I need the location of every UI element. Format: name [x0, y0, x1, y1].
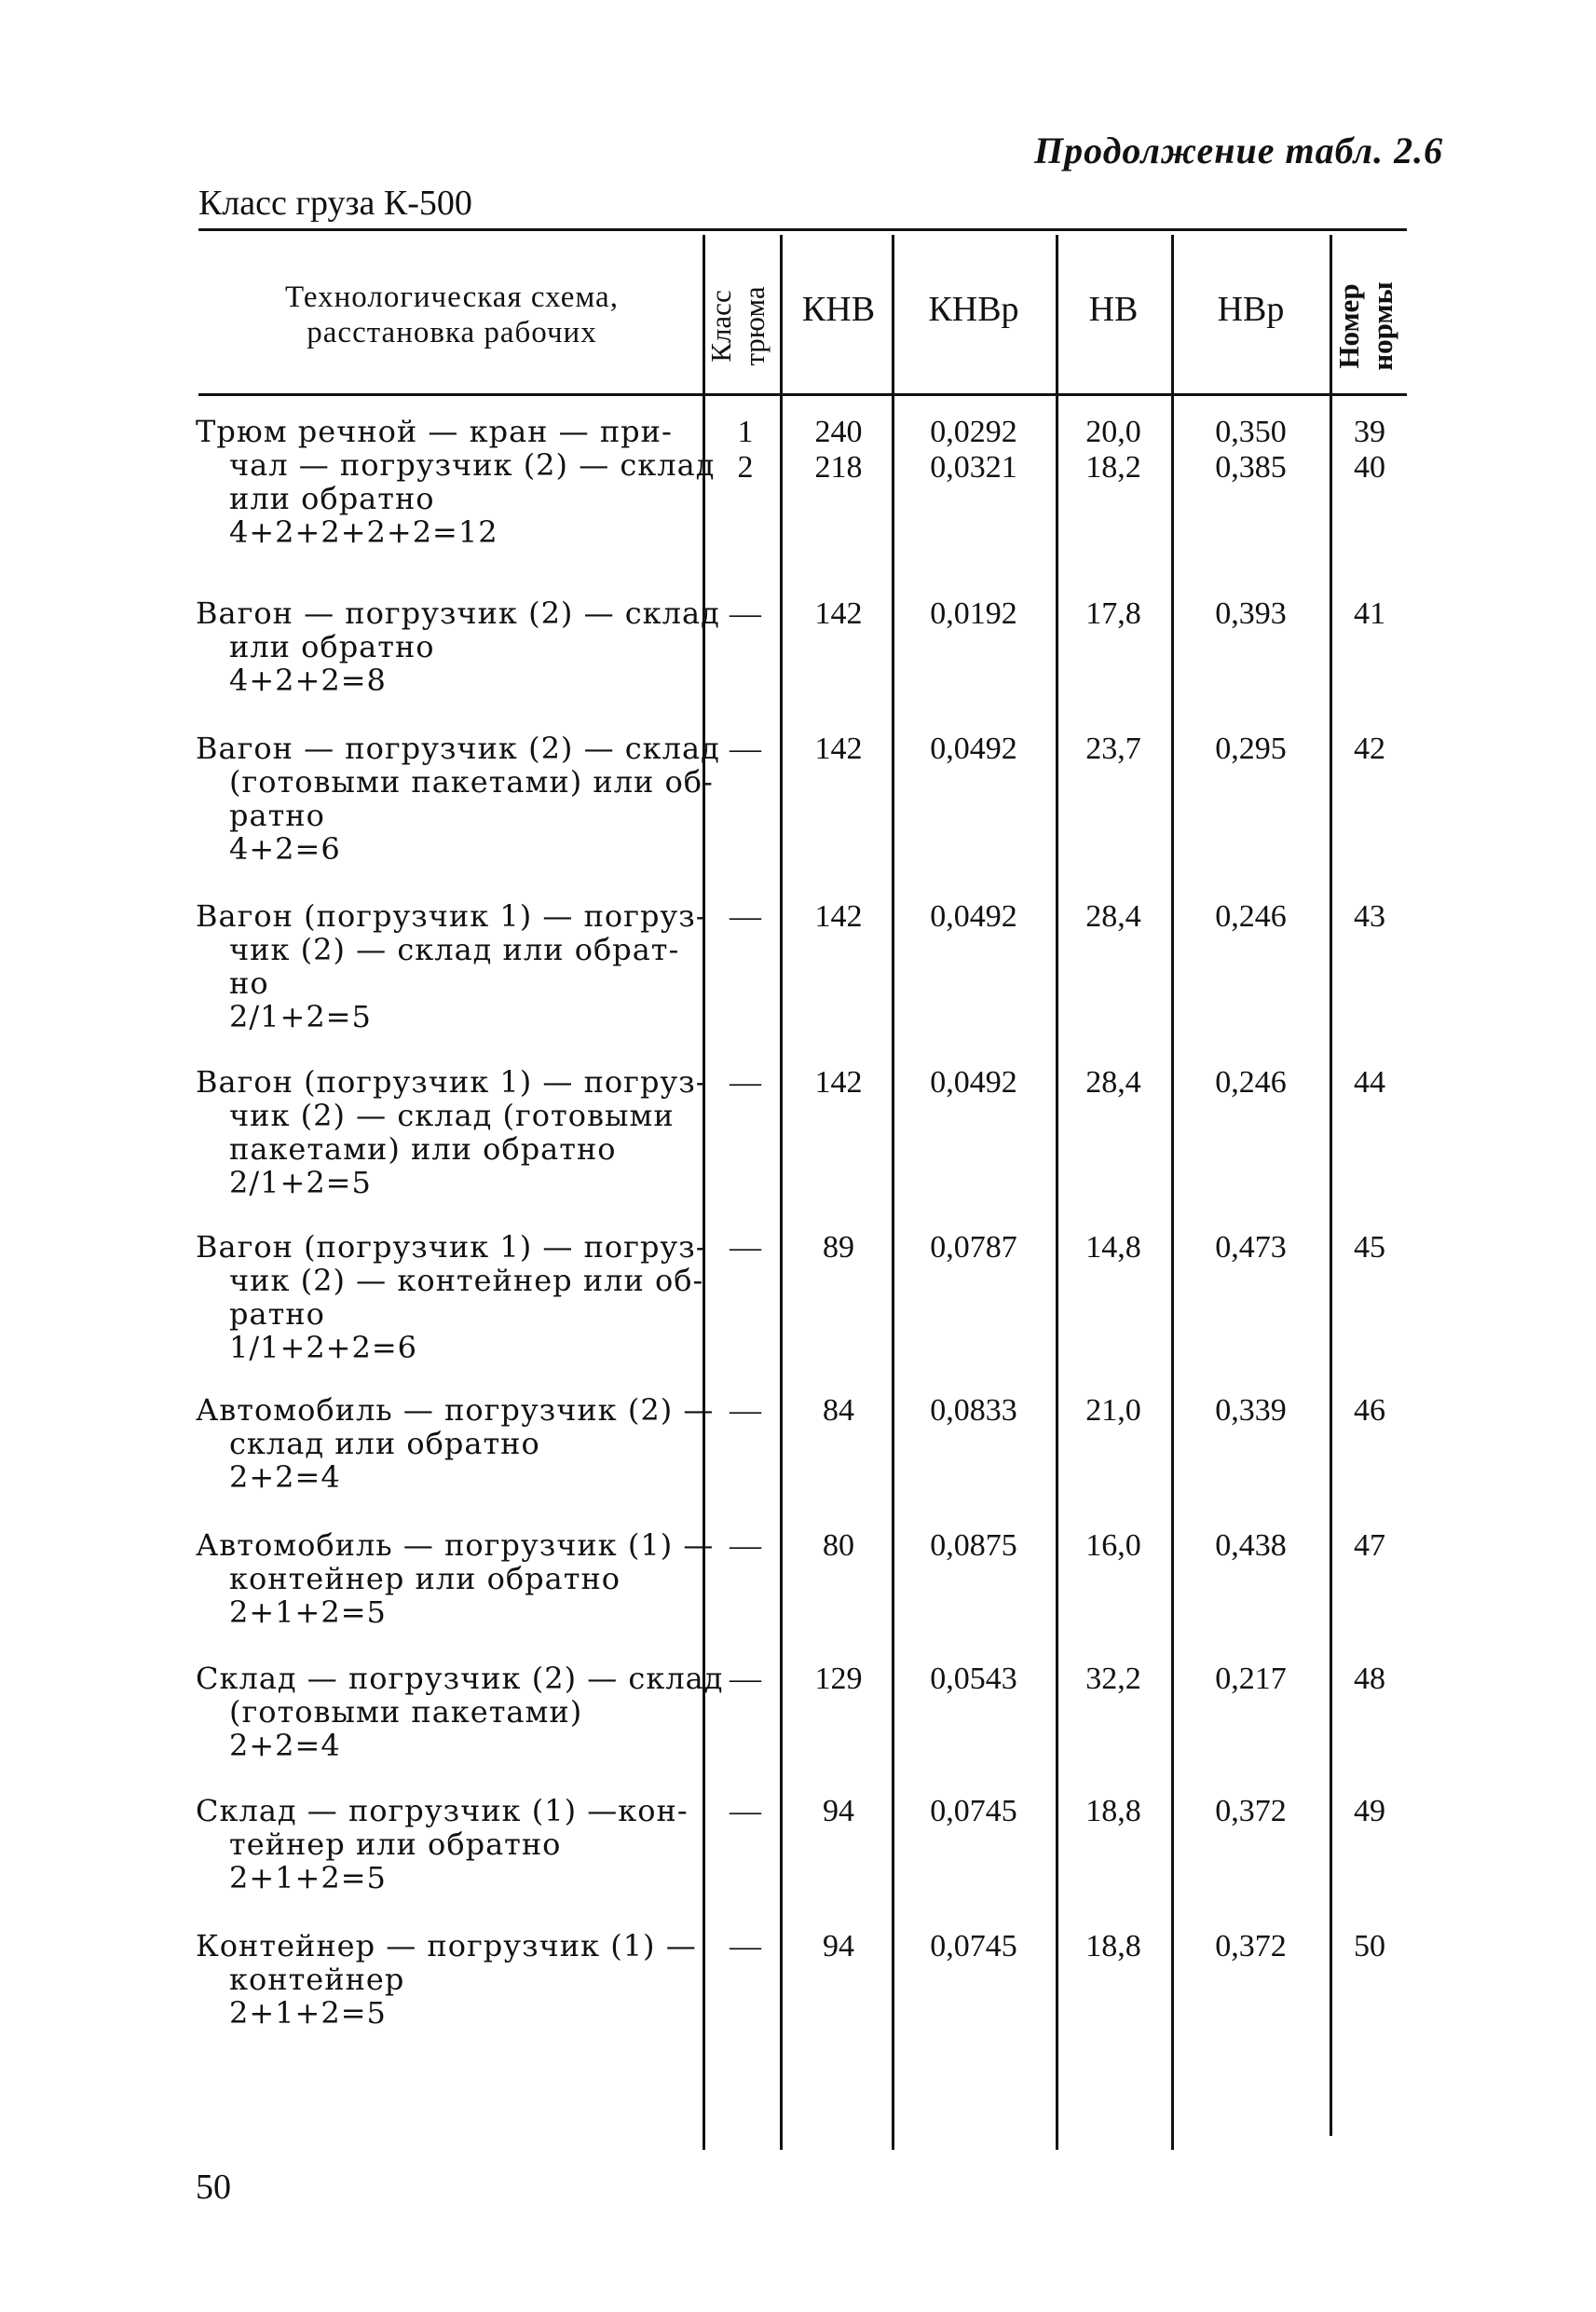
- scheme-description: [196, 1064, 707, 1200]
- nv-r-cell: [1174, 1065, 1328, 1101]
- scheme-line: (готовыми пакетами): [229, 1694, 583, 1730]
- nv-r-cell-value: 0,295: [1215, 732, 1287, 766]
- knv-r-cell: [894, 1393, 1053, 1429]
- knv-cell: [787, 1929, 890, 1964]
- hold-class-cell-value: —: [730, 1528, 761, 1563]
- hold-class-cell-value: —: [730, 1794, 761, 1828]
- knv-r-cell-value: 0,0875: [930, 1528, 1017, 1563]
- knv-cell: [787, 1230, 890, 1265]
- nv-cell-value: 28,4: [1085, 899, 1141, 934]
- knv-cell-value: 94: [823, 1794, 854, 1828]
- scheme-line: Вагон — погрузчик (2) — склад: [196, 731, 720, 766]
- norm-number-cell: [1332, 1794, 1407, 1829]
- knv-r-cell: [894, 1230, 1053, 1265]
- nv-r-cell-value: 0,438: [1215, 1528, 1287, 1563]
- hold-class-cell: [708, 415, 783, 486]
- nv-r-cell: [1174, 1528, 1328, 1564]
- scheme-line: чик (2) — склад или обрат-: [229, 932, 680, 967]
- column-header-hold-line1: Класс: [704, 290, 737, 363]
- scheme-description: [196, 1527, 715, 1630]
- hold-class-cell-value: —: [730, 1662, 761, 1696]
- hold-class-cell-value: 1: [737, 415, 754, 449]
- worker-formula: 2/1+2=5: [229, 1165, 372, 1200]
- scheme-line: контейнер: [229, 1962, 405, 1997]
- hold-class-cell: [708, 1929, 783, 1964]
- scheme-description: [196, 1661, 724, 1763]
- hold-class-cell-value: —: [730, 899, 761, 934]
- knv-cell-value: 240: [814, 415, 863, 449]
- hold-class-cell: [708, 1528, 783, 1564]
- worker-formula: 2+1+2=5: [229, 1995, 387, 2031]
- scheme-description: [196, 1392, 715, 1495]
- knv-cell: [787, 415, 890, 486]
- column-header-knv: КНВ: [801, 290, 876, 329]
- norm-number-cell: [1332, 1929, 1407, 1964]
- scheme-line: Вагон (погрузчик 1) — погруз-: [196, 898, 707, 934]
- worker-formula: 4+2+2+2+2=12: [229, 514, 498, 550]
- nv-cell-value: 17,8: [1085, 596, 1141, 631]
- knv-cell-value: 80: [823, 1528, 854, 1563]
- hold-class-cell-value: —: [730, 1065, 761, 1100]
- nv-cell: [1057, 732, 1169, 767]
- scheme-line: (готовыми пакетами) или об-: [229, 764, 714, 800]
- scheme-line: чал — погрузчик (2) — склад: [229, 447, 716, 483]
- column-divider-hold: [780, 235, 783, 2150]
- norm-number-cell-value: 42: [1354, 732, 1385, 766]
- norm-number-cell: [1332, 1528, 1407, 1564]
- worker-formula: 4+2=6: [229, 831, 341, 867]
- norm-number-cell-value: 44: [1354, 1065, 1385, 1100]
- hold-class-cell: [708, 732, 783, 767]
- knv-cell-value: 142: [814, 596, 863, 631]
- scheme-line: или обратно: [229, 481, 435, 516]
- scheme-description: [196, 414, 716, 550]
- knv-cell-value: 142: [814, 899, 863, 934]
- column-divider-knvr: [1056, 235, 1058, 2150]
- norm-number-cell-value: 50: [1354, 1929, 1385, 1963]
- hold-class-cell: [708, 1230, 783, 1265]
- norm-number-cell: [1332, 1065, 1407, 1101]
- nv-r-cell: [1174, 596, 1328, 632]
- scheme-line: Автомобиль — погрузчик (1) —: [196, 1527, 715, 1563]
- norm-number-cell-value: 47: [1354, 1528, 1385, 1563]
- nv-r-cell: [1174, 732, 1328, 767]
- nv-r-cell-value: 0,339: [1215, 1393, 1287, 1428]
- knv-r-cell: [894, 732, 1053, 767]
- scheme-line: Склад — погрузчик (2) — склад: [196, 1661, 724, 1696]
- hold-class-cell: [708, 899, 783, 935]
- scheme-line: Вагон — погрузчик (2) — склад: [196, 595, 720, 631]
- nv-cell: [1057, 596, 1169, 632]
- norm-number-cell-value: 41: [1354, 596, 1385, 631]
- nv-r-cell-value: 0,246: [1215, 1065, 1287, 1100]
- scheme-line: Вагон (погрузчик 1) — погруз-: [196, 1229, 707, 1265]
- column-header-norm-line1: Номер: [1332, 283, 1365, 369]
- worker-formula: 2/1+2=5: [229, 999, 372, 1034]
- column-divider-scheme: [703, 235, 705, 2150]
- hold-class-cell: [708, 596, 783, 632]
- nv-r-cell: [1174, 1230, 1328, 1265]
- scheme-description: [196, 1794, 699, 1895]
- hold-class-cell-value: —: [730, 596, 761, 631]
- hold-class-cell-value: —: [730, 732, 761, 766]
- scheme-line: склад или обратно: [229, 1426, 540, 1461]
- knv-r-cell: [894, 1929, 1053, 1964]
- scheme-line: но: [229, 965, 269, 1001]
- hold-class-cell: [708, 1662, 783, 1697]
- knv-r-cell: [894, 1065, 1053, 1101]
- scheme-line: чик (2) — склад (готовыми: [229, 1098, 675, 1133]
- knv-cell-value: 142: [814, 1065, 863, 1100]
- knv-cell-value: 94: [823, 1929, 854, 1963]
- norm-number-cell-value: 40: [1354, 450, 1385, 485]
- knv-cell: [787, 1065, 890, 1101]
- norm-number-cell-value: 49: [1354, 1794, 1385, 1828]
- knv-cell-value: 218: [814, 450, 863, 485]
- cargo-class-label: Класс груза К-500: [198, 184, 472, 223]
- knv-cell: [787, 1794, 890, 1829]
- knv-cell: [787, 899, 890, 935]
- nv-r-cell-value: 0,473: [1215, 1230, 1287, 1265]
- knv-r-cell-value: 0,0745: [930, 1794, 1017, 1828]
- worker-formula: 1/1+2+2=6: [229, 1330, 418, 1365]
- scheme-line: пакетами) или обратно: [229, 1131, 617, 1167]
- column-header-norm-line2: нормы: [1366, 281, 1398, 371]
- worker-formula: 4+2+2=8: [229, 663, 387, 698]
- norm-number-cell: [1332, 732, 1407, 767]
- nv-cell: [1057, 1393, 1169, 1429]
- column-divider-nvr: [1330, 235, 1332, 2136]
- nv-cell: [1057, 415, 1169, 486]
- header-bottom-rule: [198, 393, 1407, 396]
- knv-cell: [787, 596, 890, 632]
- scheme-line: контейнер или обратно: [229, 1561, 621, 1596]
- knv-r-cell-value: 0,0833: [930, 1393, 1017, 1428]
- knv-r-cell-value: 0,0492: [930, 899, 1017, 934]
- nv-cell-value: 14,8: [1085, 1230, 1141, 1265]
- knv-cell-value: 84: [823, 1393, 854, 1428]
- column-header-norm-number: [1332, 261, 1407, 391]
- nv-r-cell-value: 0,393: [1215, 596, 1287, 631]
- column-divider-knv: [892, 235, 894, 2150]
- knv-r-cell-value: 0,0745: [930, 1929, 1017, 1963]
- worker-formula: 2+2=4: [229, 1728, 341, 1763]
- scheme-description: [196, 898, 707, 1034]
- page-number: 50: [196, 2168, 231, 2207]
- knv-cell-value: 129: [814, 1662, 863, 1696]
- norm-number-cell: [1332, 1230, 1407, 1265]
- nv-cell-value: 18,8: [1085, 1929, 1141, 1963]
- column-header-nv-r: НВр: [1217, 290, 1285, 329]
- column-header-scheme: [233, 280, 671, 350]
- scheme-line: Вагон (погрузчик 1) — погруз-: [196, 1064, 707, 1100]
- column-header-nv: НВ: [1088, 290, 1139, 329]
- hold-class-cell-value: 2: [737, 450, 754, 485]
- nv-r-cell-value: 0,246: [1215, 899, 1287, 934]
- table-top-rule: [198, 228, 1407, 231]
- norm-number-cell: [1332, 899, 1407, 935]
- norm-number-cell-value: 46: [1354, 1393, 1385, 1428]
- worker-formula: 2+1+2=5: [229, 1594, 387, 1630]
- nv-cell: [1057, 899, 1169, 935]
- scheme-line: тейнер или обратно: [229, 1826, 562, 1862]
- scheme-description: [196, 1229, 707, 1365]
- nv-cell-value: 21,0: [1085, 1393, 1141, 1428]
- table-continuation-caption: Продолжение табл. 2.6: [1034, 130, 1444, 171]
- hold-class-cell: [708, 1393, 783, 1429]
- nv-r-cell: [1174, 1393, 1328, 1429]
- scheme-line: Склад — погрузчик (1) —кон-: [196, 1793, 689, 1828]
- knv-r-cell: [894, 899, 1053, 935]
- knv-r-cell: [894, 1528, 1053, 1564]
- nv-cell: [1057, 1929, 1169, 1964]
- nv-cell: [1057, 1065, 1169, 1101]
- nv-r-cell-value: 0,350: [1215, 415, 1287, 449]
- scheme-line: Контейнер — погрузчик (1) —: [196, 1928, 697, 1963]
- nv-r-cell-value: 0,372: [1215, 1929, 1287, 1963]
- scheme-line: ратно: [229, 1296, 325, 1332]
- norm-number-cell-value: 45: [1354, 1230, 1385, 1265]
- scheme-line: или обратно: [229, 629, 435, 664]
- knv-r-cell: [894, 415, 1053, 486]
- knv-cell-value: 89: [823, 1230, 854, 1265]
- scheme-line: ратно: [229, 798, 325, 833]
- norm-number-cell-value: 48: [1354, 1662, 1385, 1696]
- knv-r-cell-value: 0,0492: [930, 732, 1017, 766]
- nv-cell-value: 28,4: [1085, 1065, 1141, 1100]
- knv-cell: [787, 1528, 890, 1564]
- hold-class-cell-value: —: [730, 1393, 761, 1428]
- knv-r-cell-value: 0,0492: [930, 1065, 1017, 1100]
- nv-cell: [1057, 1528, 1169, 1564]
- norm-number-cell: [1332, 415, 1407, 486]
- knv-r-cell: [894, 596, 1053, 632]
- nv-r-cell-value: 0,385: [1215, 450, 1287, 485]
- column-header-hold-class: [704, 261, 779, 391]
- scheme-description: [196, 1929, 699, 2030]
- hold-class-cell: [708, 1065, 783, 1101]
- norm-number-cell-value: 43: [1354, 899, 1385, 934]
- nv-cell-value: 23,7: [1085, 732, 1141, 766]
- column-header-scheme-line1: Технологическая схема,: [285, 280, 619, 314]
- nv-r-cell: [1174, 415, 1328, 486]
- column-divider-nv: [1171, 235, 1174, 2150]
- knv-r-cell: [894, 1794, 1053, 1829]
- knv-r-cell-value: 0,0292: [930, 415, 1017, 449]
- scheme-description: [196, 595, 720, 698]
- column-header-scheme-line2: расстановка рабочих: [307, 316, 597, 349]
- knv-r-cell: [894, 1662, 1053, 1697]
- hold-class-cell-value: —: [730, 1929, 761, 1963]
- norm-number-cell: [1332, 1662, 1407, 1697]
- knv-cell: [787, 1393, 890, 1429]
- nv-r-cell: [1174, 899, 1328, 935]
- hold-class-cell: [708, 1794, 783, 1829]
- norm-number-cell-value: 39: [1354, 415, 1385, 449]
- nv-r-cell-value: 0,217: [1215, 1662, 1287, 1696]
- knv-cell: [787, 732, 890, 767]
- nv-cell-value: 32,2: [1085, 1662, 1141, 1696]
- nv-cell-value: 18,2: [1085, 450, 1141, 485]
- nv-cell: [1057, 1662, 1169, 1697]
- nv-r-cell: [1174, 1662, 1328, 1697]
- nv-r-cell: [1174, 1929, 1328, 1964]
- nv-cell: [1057, 1230, 1169, 1265]
- nv-r-cell: [1174, 1794, 1328, 1829]
- scheme-line: Автомобиль — погрузчик (2) —: [196, 1392, 715, 1428]
- knv-r-cell-value: 0,0787: [930, 1230, 1017, 1265]
- knv-cell: [787, 1662, 890, 1697]
- column-header-knv-r: КНВр: [928, 290, 1019, 329]
- nv-cell-value: 16,0: [1085, 1528, 1141, 1563]
- nv-cell: [1057, 1794, 1169, 1829]
- norm-number-cell: [1332, 596, 1407, 632]
- worker-formula: 2+2=4: [229, 1459, 341, 1495]
- nv-cell-value: 20,0: [1085, 415, 1141, 449]
- worker-formula: 2+1+2=5: [229, 1860, 387, 1895]
- knv-r-cell-value: 0,0321: [930, 450, 1017, 485]
- nv-cell-value: 18,8: [1085, 1794, 1141, 1828]
- knv-cell-value: 142: [814, 732, 863, 766]
- scheme-line: Трюм речной — кран — при-: [196, 414, 673, 449]
- hold-class-cell-value: —: [730, 1230, 761, 1265]
- scheme-description: [196, 731, 720, 867]
- norm-number-cell: [1332, 1393, 1407, 1429]
- knv-r-cell-value: 0,0543: [930, 1662, 1017, 1696]
- knv-r-cell-value: 0,0192: [930, 596, 1017, 631]
- scheme-line: чик (2) — контейнер или об-: [229, 1263, 704, 1298]
- column-header-hold-line2: трюма: [738, 286, 771, 366]
- nv-r-cell-value: 0,372: [1215, 1794, 1287, 1828]
